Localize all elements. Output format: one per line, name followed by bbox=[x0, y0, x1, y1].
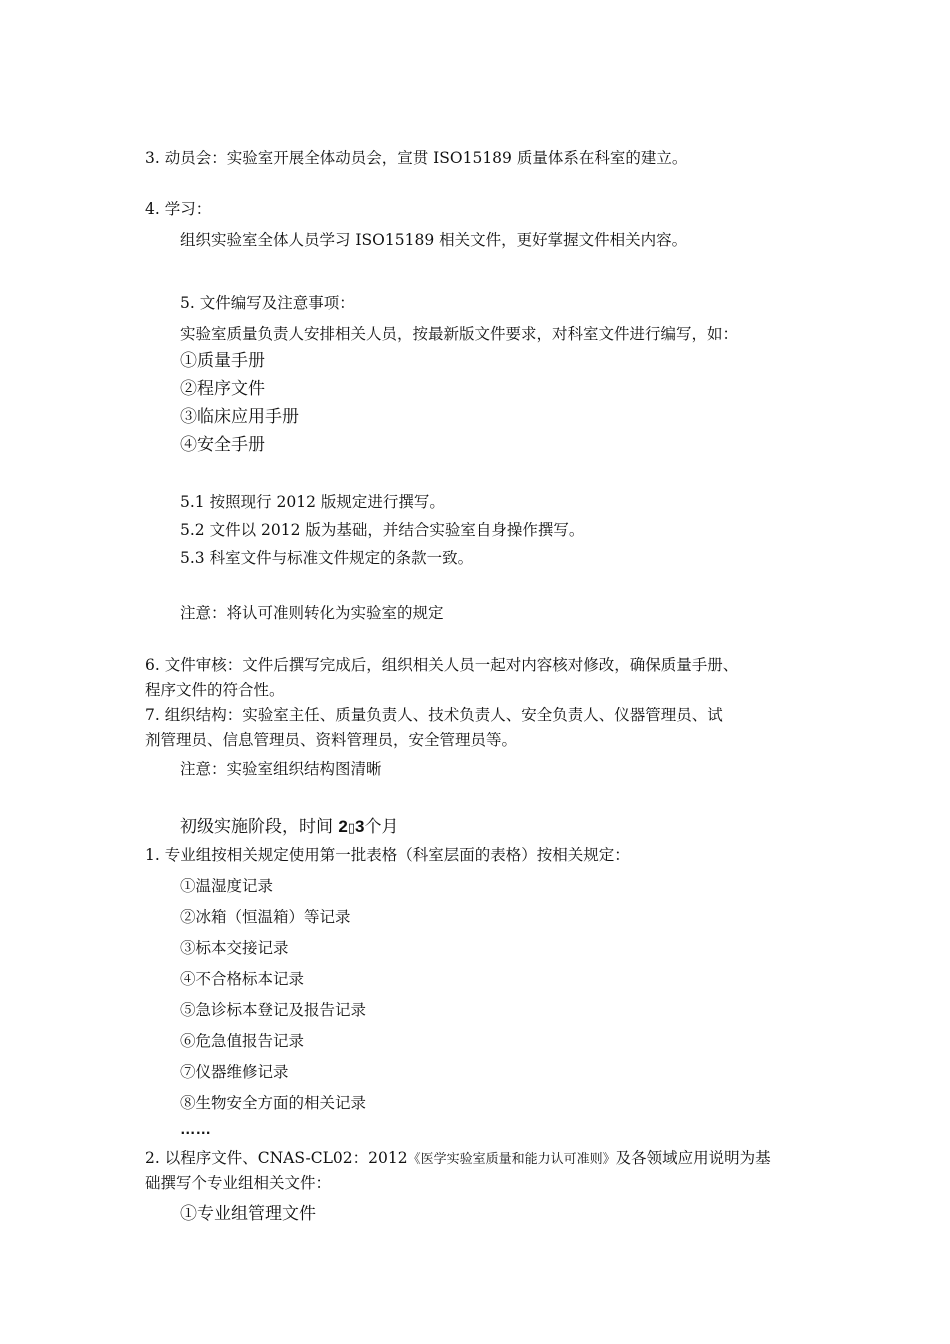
phase-heading bbox=[180, 817, 399, 839]
item-6-document-review: 6. 文件审核：文件后撰写完成后，组织相关人员一起对内容核对修改，确保质量手册、 bbox=[145, 656, 739, 674]
phase-months-to: 3 bbox=[355, 817, 365, 836]
phase-months-from: 2 bbox=[338, 817, 348, 836]
phase-item-1: 1. 专业组按相关规定使用第一批表格（科室层面的表格）按相关规定： bbox=[145, 846, 630, 864]
record-critical-value: ⑥危急值报告记录 bbox=[180, 1032, 305, 1050]
item-4-study: 4. 学习： bbox=[145, 200, 212, 218]
record-instrument-repair: ⑦仪器维修记录 bbox=[180, 1063, 289, 1081]
doc-procedure-files: ②程序文件 bbox=[180, 379, 265, 399]
item-6-continued: 程序文件的符合性。 bbox=[145, 681, 285, 699]
phase-item-2-end: 及各领域应用说明为基 bbox=[615, 1149, 771, 1167]
note-criteria-conversion: 注意：将认可准则转化为实验室的规定 bbox=[180, 604, 444, 622]
study-description: 组织实验室全体人员学习 ISO15189 相关文件，更好掌握文件相关内容。 bbox=[180, 231, 688, 249]
doc-safety-manual: ④安全手册 bbox=[180, 435, 265, 455]
item-5-document-writing: 5. 文件编写及注意事项： bbox=[180, 294, 355, 312]
item-5-2: 5.2 文件以 2012 版为基础，并结合实验室自身操作撰写。 bbox=[180, 521, 585, 539]
item-5-3: 5.3 科室文件与标准文件规定的条款一致。 bbox=[180, 549, 474, 567]
writing-description: 实验室质量负责人安排相关人员，按最新版文件要求，对科室文件进行编写，如： bbox=[180, 325, 739, 343]
record-emergency-specimen: ⑤急诊标本登记及报告记录 bbox=[180, 1001, 367, 1019]
note-org-chart: 注意：实验室组织结构图清晰 bbox=[180, 760, 382, 778]
record-temp-humidity: ①温湿度记录 bbox=[180, 877, 274, 895]
item-7-organization: 7. 组织结构：实验室主任、质量负责人、技术负责人、安全负责人、仪器管理员、试 bbox=[145, 706, 723, 724]
item-7-continued: 剂管理员、信息管理员、资料管理员，安全管理员等。 bbox=[145, 731, 518, 749]
criteria-title: 《医学实验室质量和能力认可准则》 bbox=[407, 1152, 616, 1167]
record-biosafety: ⑧生物安全方面的相关记录 bbox=[180, 1094, 367, 1112]
item-5-1: 5.1 按照现行 2012 版规定进行撰写。 bbox=[180, 493, 445, 511]
phase-heading-text: 初级实施阶段，时间 bbox=[180, 817, 339, 837]
phase-item-2 bbox=[145, 1148, 771, 1170]
item-3-mobilization: 3. 动员会：实验室开展全体动员会，宣贯 ISO15189 质量体系在科室的建立。 bbox=[145, 149, 688, 167]
record-specimen-handover: ③标本交接记录 bbox=[180, 939, 289, 957]
doc-clinical-manual: ③临床应用手册 bbox=[180, 407, 299, 427]
record-fridge: ②冰箱（恒温箱）等记录 bbox=[180, 908, 351, 926]
record-unqualified-specimen: ④不合格标本记录 bbox=[180, 970, 305, 988]
ellipsis: …… bbox=[180, 1121, 211, 1138]
phase-item-2-continued: 础撰写个专业组相关文件： bbox=[145, 1174, 332, 1192]
doc-quality-manual: ①质量手册 bbox=[180, 351, 265, 371]
doc-group-management: ①专业组管理文件 bbox=[180, 1204, 316, 1224]
phase-months-unit: 个月 bbox=[364, 817, 399, 837]
phase-item-2-start: 2. 以程序文件、CNAS-CL02：2012 bbox=[145, 1149, 408, 1167]
dash-placeholder-icon: ▯ bbox=[347, 821, 356, 836]
